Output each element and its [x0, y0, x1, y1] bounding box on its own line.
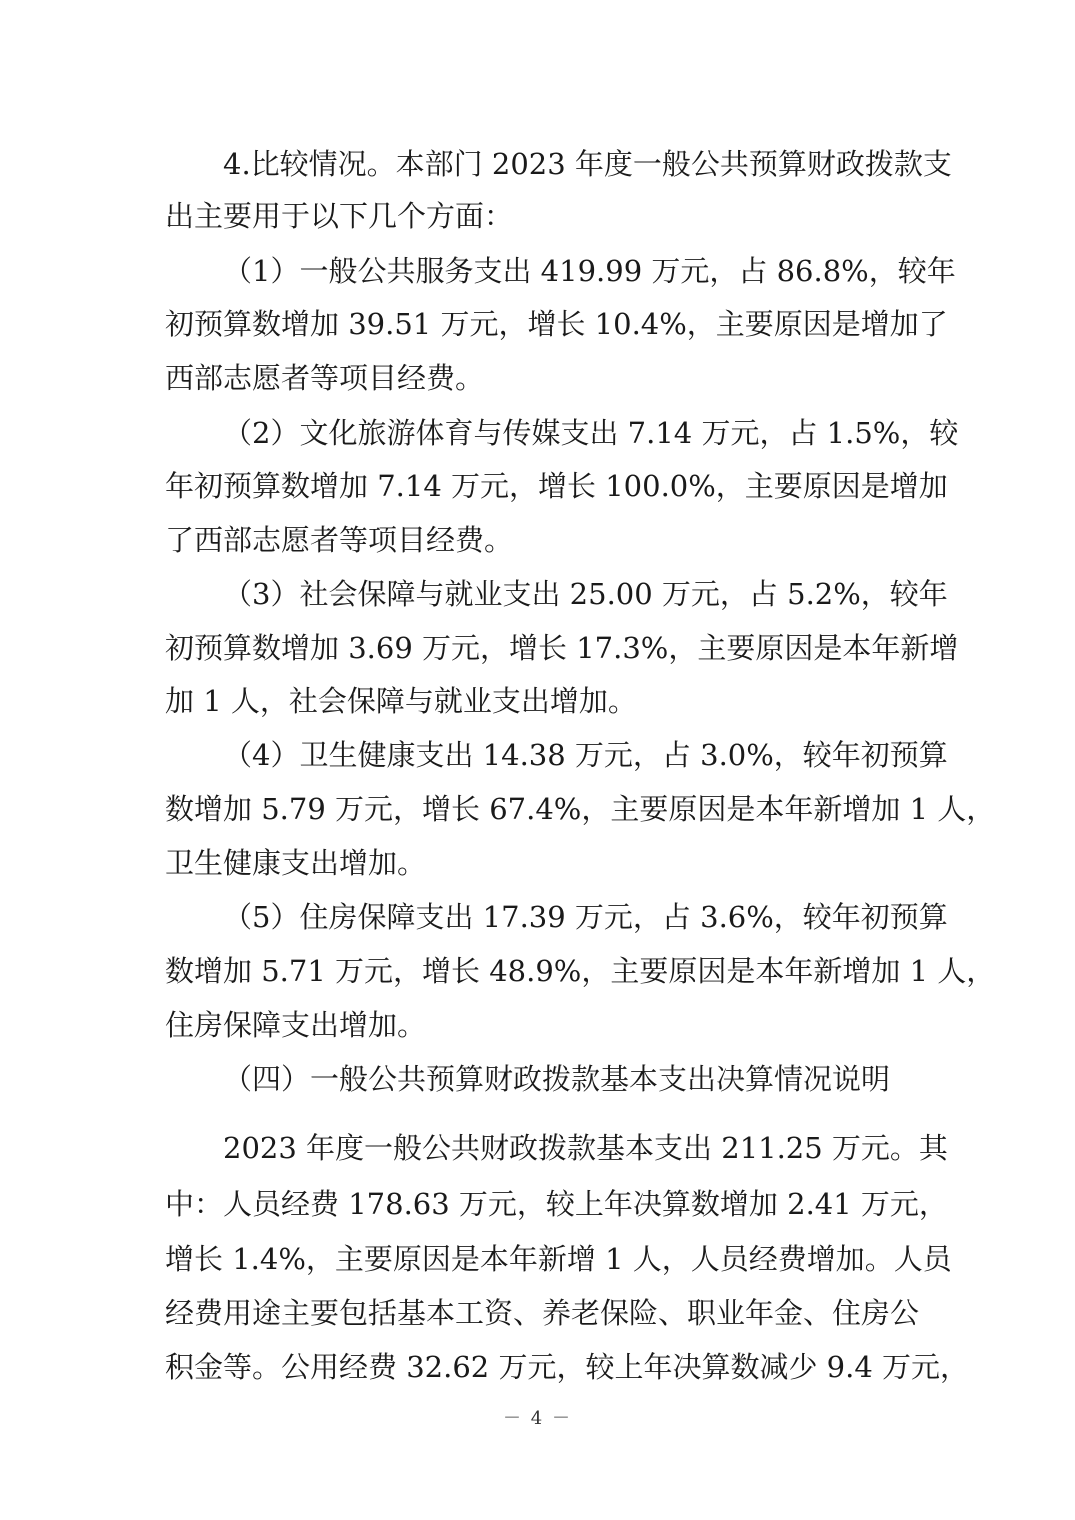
paragraph-7-line-3: 增长 1.4%，主要原因是本年新增 1 人，人员经费增加。人员 [165, 1242, 952, 1276]
section-heading: （四）一般公共预算财政拨款基本支出决算情况说明 [223, 1062, 891, 1096]
paragraph-6-line-1: （5）住房保障支出 17.39 万元，占 3.6%，较年初预算 [223, 900, 948, 934]
paragraph-3-line-2: 年初预算数增加 7.14 万元，增长 100.0%，主要原因是增加 [165, 469, 948, 503]
paragraph-3-line-1: （2）文化旅游体育与传媒支出 7.14 万元，占 1.5%，较 [223, 416, 959, 450]
paragraph-2-line-1: （1）一般公共服务支出 419.99 万元，占 86.8%，较年 [223, 254, 956, 288]
paragraph-5-line-3: 卫生健康支出增加。 [165, 846, 427, 880]
paragraph-4-line-1: （3）社会保障与就业支出 25.00 万元，占 5.2%，较年 [223, 577, 948, 611]
paragraph-3-line-3: 了西部志愿者等项目经费。 [165, 523, 514, 557]
page-number: － 4 － [503, 1408, 572, 1429]
paragraph-6-line-2: 数增加 5.71 万元，增长 48.9%，主要原因是本年新增加 1 人， [165, 954, 996, 988]
paragraph-7-line-5: 积金等。公用经费 32.62 万元，较上年决算数减少 9.4 万元， [165, 1350, 970, 1384]
paragraph-7-line-2: 中：人员经费 178.63 万元，较上年决算数增加 2.41 万元， [165, 1187, 948, 1221]
paragraph-6-line-3: 住房保障支出增加。 [165, 1008, 427, 1042]
paragraph-7-line-1: 2023 年度一般公共财政拨款基本支出 211.25 万元。其 [223, 1131, 948, 1165]
paragraph-4-line-3: 加 1 人，社会保障与就业支出增加。 [165, 684, 637, 718]
paragraph-4-line-2: 初预算数增加 3.69 万元，增长 17.3%，主要原因是本年新增 [165, 631, 959, 665]
paragraph-2-line-3: 西部志愿者等项目经费。 [165, 361, 485, 395]
paragraph-1-line-2: 出主要用于以下几个方面： [165, 199, 514, 233]
paragraph-2-line-2: 初预算数增加 39.51 万元，增长 10.4%，主要原因是增加了 [165, 307, 948, 341]
paragraph-5-line-1: （4）卫生健康支出 14.38 万元，占 3.0%，较年初预算 [223, 738, 948, 772]
paragraph-7-line-4: 经费用途主要包括基本工资、养老保险、职业年金、住房公 [165, 1296, 920, 1330]
paragraph-5-line-2: 数增加 5.79 万元，增长 67.4%，主要原因是本年新增加 1 人， [165, 792, 996, 826]
paragraph-1-line-1: 4.比较情况。本部门 2023 年度一般公共预算财政拨款支 [223, 147, 952, 181]
